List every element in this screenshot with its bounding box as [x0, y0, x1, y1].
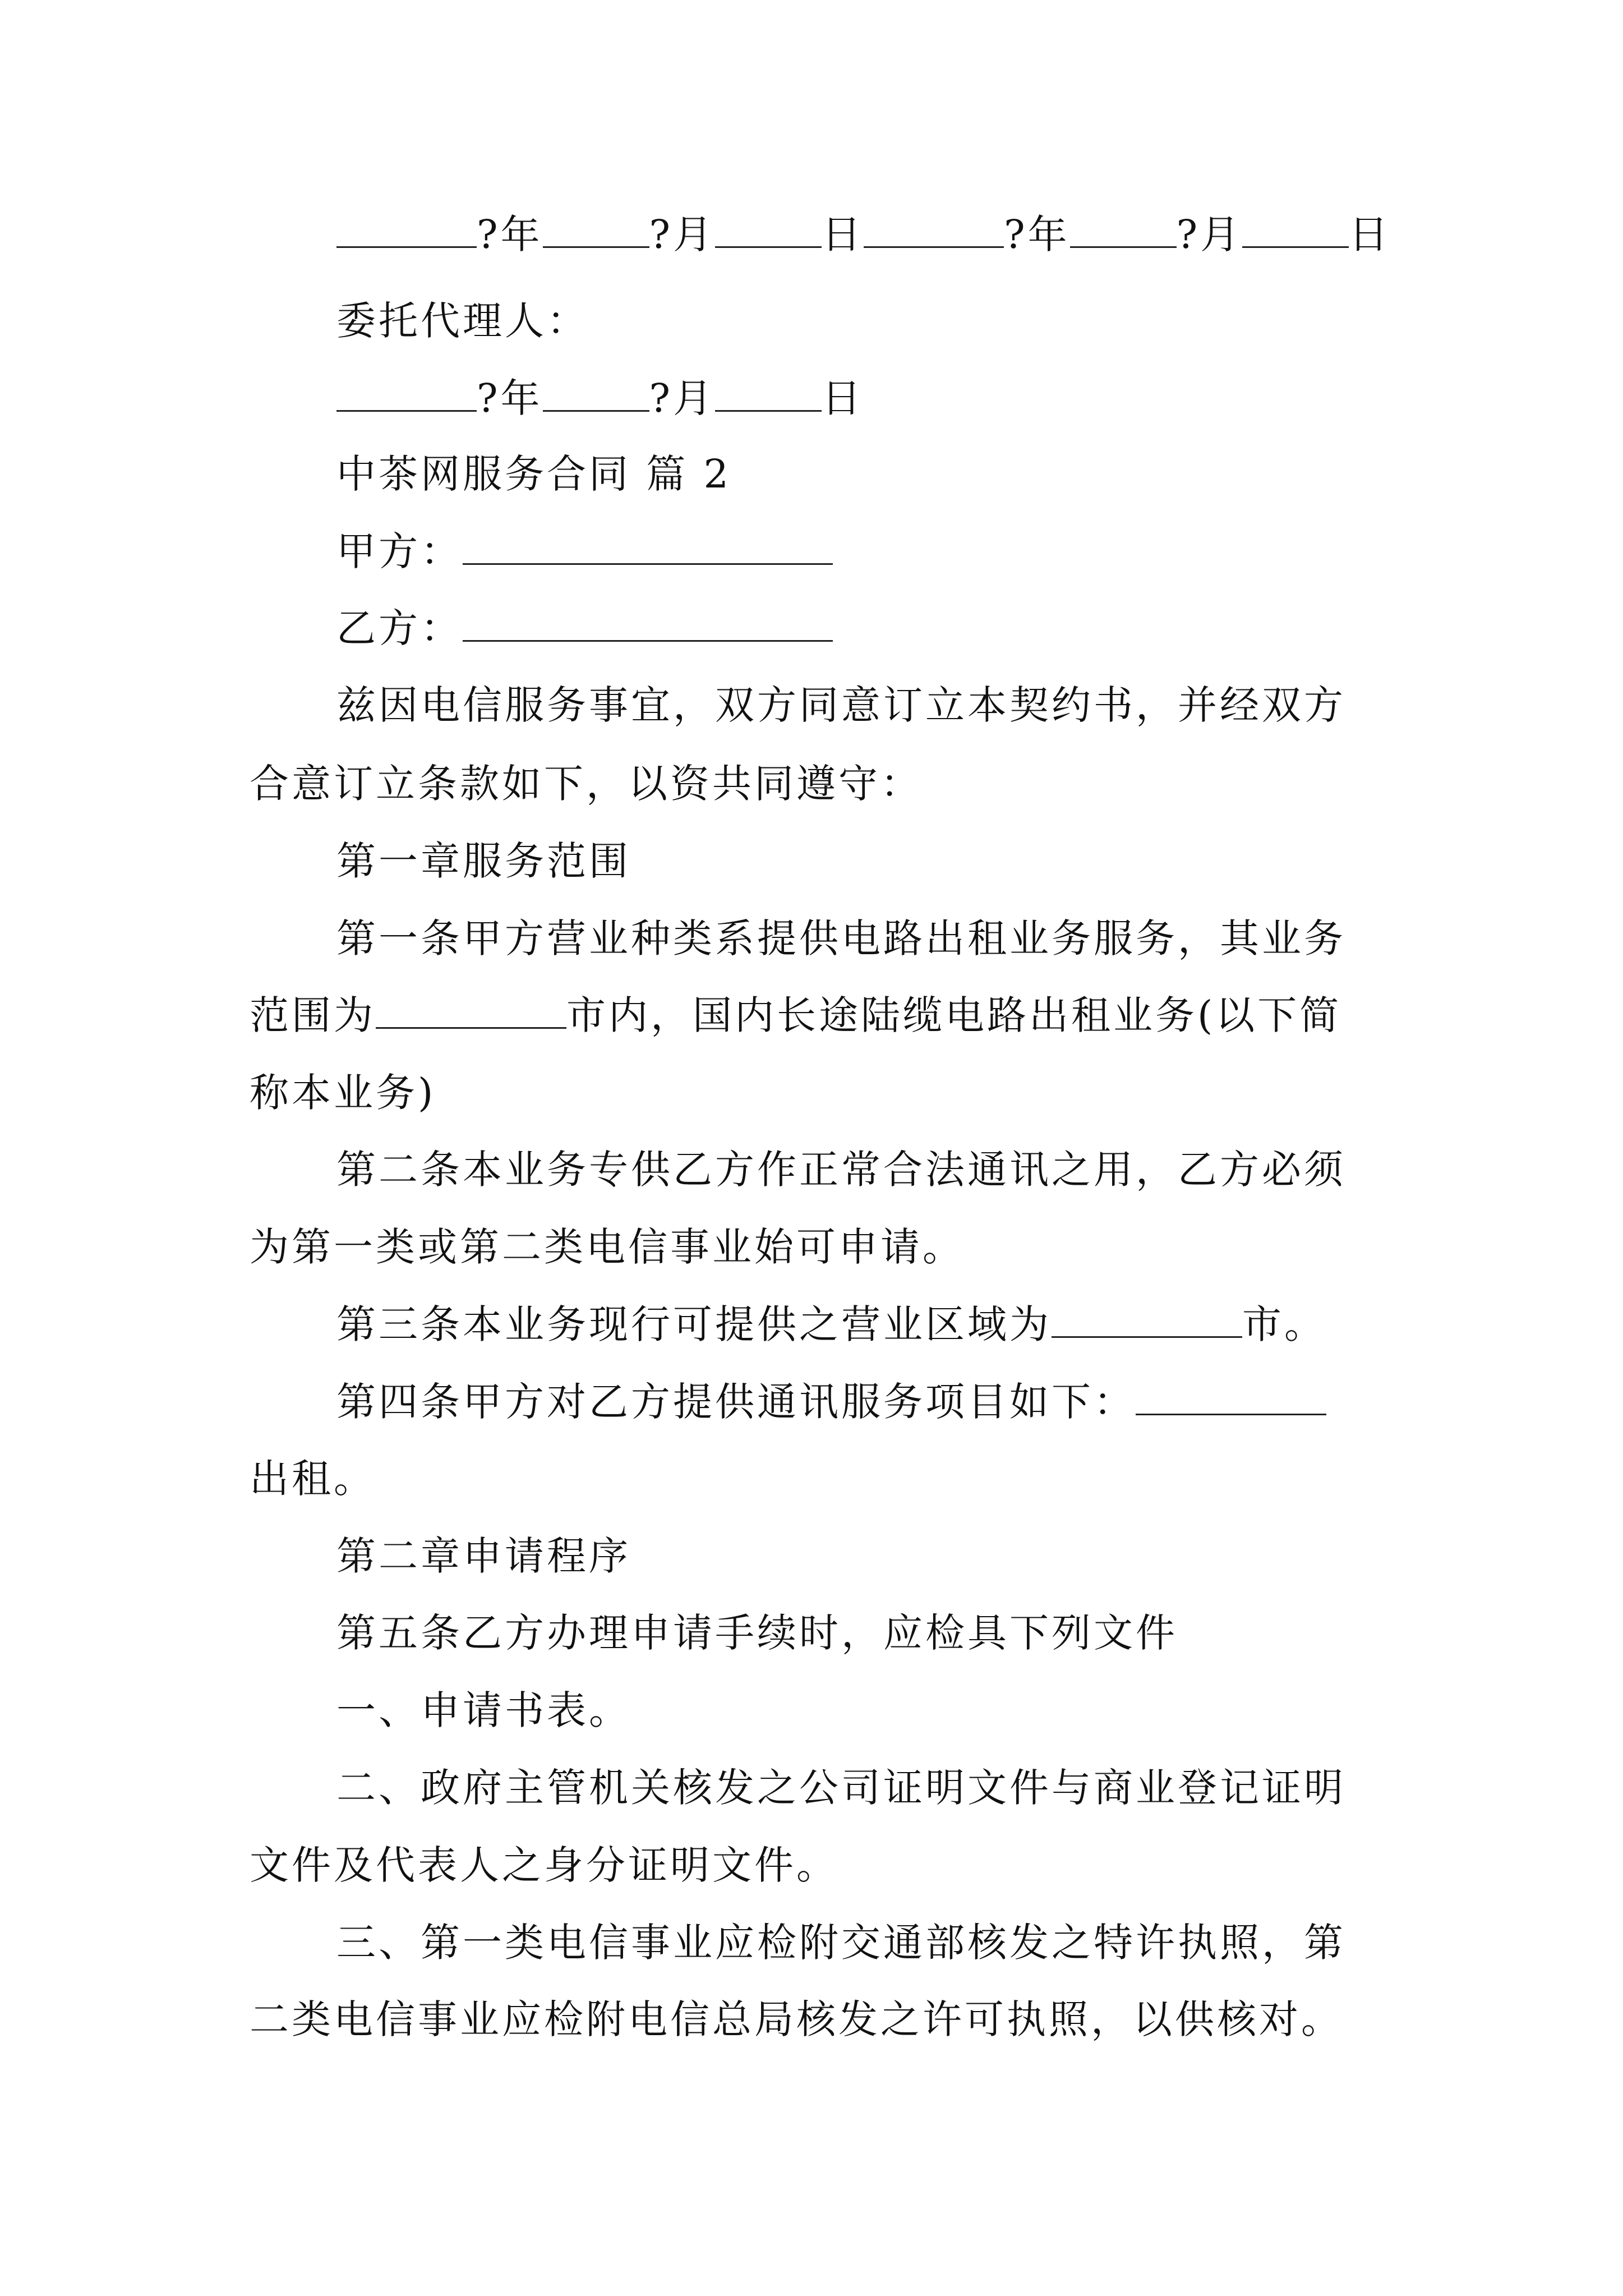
- body-line: [336, 1299, 1326, 1350]
- year-label: ?年: [477, 211, 543, 257]
- blank-line: [336, 211, 477, 248]
- year-label: ?年: [1004, 211, 1070, 257]
- section-title: 中茶网服务合同 篇 2: [336, 451, 732, 497]
- list-item: 三、第一类电信事业应检附交通部核发之特许执照，第: [336, 1920, 1346, 1966]
- day-label: 日: [822, 375, 864, 421]
- body-text: 范围为: [250, 992, 376, 1038]
- body-line: 第五条乙方办理申请手续时，应检具下列文件: [336, 1610, 1178, 1656]
- date-row-2: [336, 373, 864, 424]
- body-line: 兹因电信服务事宜，双方同意订立本契约书，并经双方: [336, 682, 1346, 728]
- body-line: 合意订立条款如下，以资共同遵守：: [250, 761, 923, 807]
- body-line: 第一条甲方营业种类系提供电路出租业务服务，其业务: [336, 915, 1346, 961]
- body-line: 出租。: [250, 1456, 376, 1502]
- body-text: 第四条甲方对乙方提供通讯服务项目如下：: [336, 1379, 1136, 1425]
- blank-line: [715, 375, 822, 412]
- body-line: 二类电信事业应检附电信总局核发之许可执照，以供核对。: [250, 1996, 1343, 2042]
- list-item: 二、政府主管机关核发之公司证明文件与商业登记证明: [336, 1765, 1346, 1811]
- body-text: 市。: [1242, 1301, 1326, 1347]
- month-label: ?月: [649, 375, 716, 421]
- body-line: 为第一类或第二类电信事业始可申请。: [250, 1224, 965, 1270]
- party-a-line: [336, 526, 833, 577]
- blank-line: [543, 211, 649, 248]
- blank-line: [463, 605, 833, 642]
- month-label: ?月: [1176, 211, 1243, 257]
- blank-line: [1070, 211, 1177, 248]
- party-b-line: [336, 603, 833, 654]
- body-text: 市内，国内长途陆缆电路出租业务(以下简: [566, 992, 1342, 1038]
- chapter-heading: 第一章服务范围: [336, 838, 631, 884]
- blank-line: [543, 375, 649, 412]
- blank-line: [336, 375, 477, 412]
- party-b-label: 乙方：: [336, 605, 463, 651]
- party-a-label: 甲方：: [336, 528, 463, 574]
- body-line: 第二条本业务专供乙方作正常合法通讯之用，乙方必须: [336, 1147, 1346, 1193]
- month-label: ?月: [649, 211, 716, 257]
- blank-line: [463, 528, 833, 565]
- body-line: [336, 1377, 1326, 1427]
- body-line: [250, 990, 1341, 1041]
- agent-label: 委托代理人：: [336, 298, 589, 344]
- blank-line: [715, 211, 822, 248]
- blank-line: [1242, 211, 1349, 248]
- date-row-1: [336, 209, 1391, 260]
- day-label: 日: [822, 211, 864, 257]
- body-line: 称本业务): [250, 1070, 436, 1116]
- blank-line: [864, 211, 1004, 248]
- list-item: 一、申请书表。: [336, 1687, 631, 1733]
- blank-line: [1052, 1301, 1242, 1338]
- body-line: 文件及代表人之身分证明文件。: [250, 1842, 838, 1888]
- blank-line: [1136, 1379, 1326, 1415]
- day-label: 日: [1349, 211, 1391, 257]
- year-label: ?年: [477, 375, 543, 421]
- blank-line: [376, 992, 566, 1029]
- chapter-heading: 第二章申请程序: [336, 1533, 631, 1579]
- body-text: 第三条本业务现行可提供之营业区域为: [336, 1301, 1052, 1347]
